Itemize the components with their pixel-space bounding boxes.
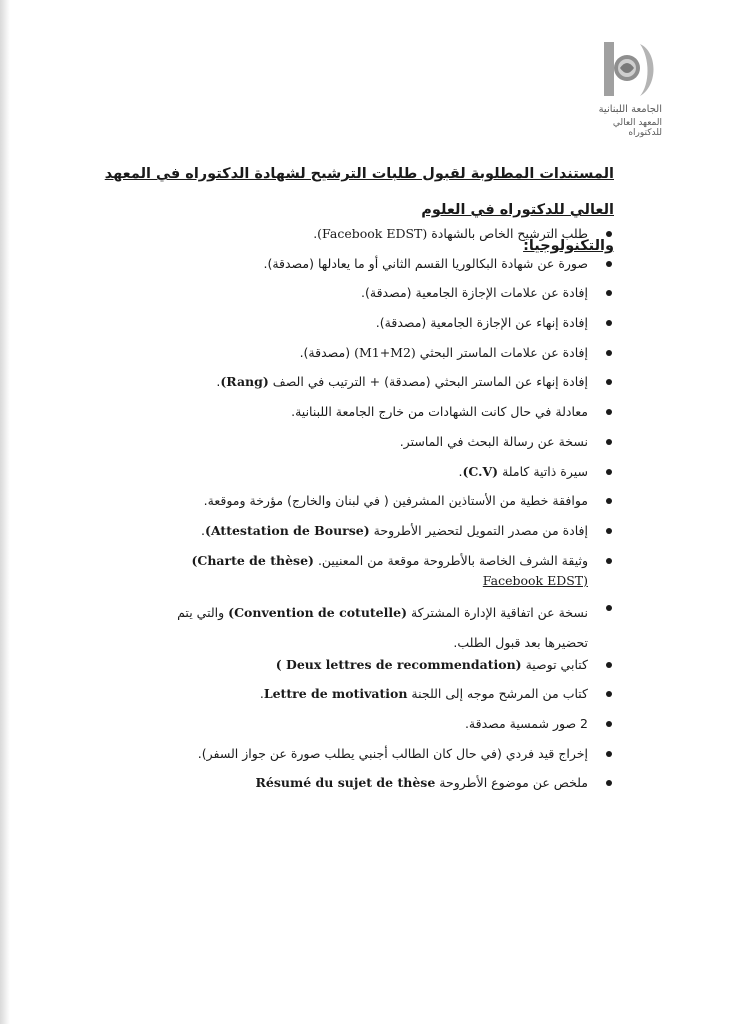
item-text: ملخص عن موضوع الأطروحة bbox=[439, 775, 588, 791]
item-latin: Résumé du sujet de thèse bbox=[255, 775, 436, 791]
item-text: كتابي توصية bbox=[525, 656, 588, 672]
item-latin: (Convention de cotutelle) bbox=[228, 604, 407, 620]
item-text: سيرة ذاتية كاملة bbox=[502, 463, 588, 479]
bullet-icon bbox=[606, 261, 612, 267]
item-text: معادلة في حال كانت الشهادات من خارج الجامعة اللبنانية. bbox=[291, 404, 588, 420]
list-item bbox=[118, 254, 614, 284]
list-item bbox=[118, 714, 614, 744]
bullet-icon bbox=[606, 231, 612, 237]
item-tail: (مصدقة). bbox=[299, 344, 351, 360]
requirements-list bbox=[118, 224, 614, 803]
list-item bbox=[118, 491, 614, 521]
item-text: نسخة عن اتفاقية الإدارة المشتركة bbox=[410, 604, 588, 620]
bullet-icon bbox=[606, 691, 612, 697]
item-text: كتاب من المرشح موجه إلى اللجنة bbox=[411, 686, 588, 702]
list-item bbox=[118, 551, 614, 598]
list-item bbox=[118, 684, 614, 714]
item-latin: (M1+M2) bbox=[354, 344, 416, 360]
item-sub-latin: Facebook EDST) bbox=[482, 572, 588, 588]
item-latin: (Rang) bbox=[220, 374, 269, 390]
item-latin: (Facebook EDST) bbox=[317, 226, 428, 241]
list-item bbox=[118, 432, 614, 462]
bullet-icon bbox=[606, 469, 612, 475]
university-logo bbox=[588, 38, 668, 138]
item-text: إفادة إنهاء عن الماستر البحثي (مصدقة) + الترتيب في الصف bbox=[272, 374, 588, 390]
item-latin: (Charte de thèse) bbox=[191, 552, 314, 568]
list-item bbox=[118, 773, 614, 803]
item-text: 2 صور شمسية مصدقة. bbox=[464, 715, 588, 731]
item-tail: والتي يتم bbox=[177, 604, 225, 620]
item-latin: ( Deux lettres de recommendation) bbox=[275, 656, 522, 672]
item-tail: . bbox=[458, 463, 463, 479]
item-text: صورة عن شهادة البكالوريا القسم الثاني أو ما يعادلها (مصدقة). bbox=[263, 255, 588, 271]
item-text: وثيقة الشرف الخاصة بالأطروحة موقعة من المعنيين. bbox=[317, 552, 588, 568]
item-text: إفادة إنهاء عن الإجازة الجامعية (مصدقة). bbox=[375, 315, 588, 331]
item-latin: (C.V) bbox=[462, 463, 499, 479]
title-line-1: المستندات المطلوبة لقبول طلبات الترشيح لشهادة الدكتوراه في المعهد العالي للدكتوراه في العلوم bbox=[104, 166, 614, 218]
list-item bbox=[118, 744, 614, 774]
logo-university-name: الجامعة اللبنانية bbox=[598, 104, 662, 115]
bullet-icon bbox=[606, 320, 612, 326]
page-edge-shadow bbox=[0, 0, 10, 1024]
item-text: إخراج قيد فردي (في حال كان الطالب أجنبي يطلب صورة عن جواز السفر). bbox=[197, 745, 588, 761]
list-item bbox=[118, 343, 614, 373]
item-text: إفادة عن علامات الماستر البحثي bbox=[419, 344, 588, 360]
list-item bbox=[118, 313, 614, 343]
item-text: نسخة عن رسالة البحث في الماستر. bbox=[399, 433, 588, 449]
bullet-icon bbox=[606, 605, 612, 611]
list-item bbox=[118, 521, 614, 551]
bullet-icon bbox=[606, 662, 612, 668]
item-tail: . bbox=[216, 374, 221, 390]
bullet-icon bbox=[606, 751, 612, 757]
bullet-icon bbox=[606, 558, 612, 564]
logo-institute-name: المعهد العالي للدكتوراه bbox=[612, 118, 662, 138]
item-tail: . bbox=[259, 686, 264, 702]
bullet-icon bbox=[606, 409, 612, 415]
item-tail: . bbox=[201, 522, 206, 538]
lebanese-university-logo-icon bbox=[600, 38, 656, 100]
item-continuation: تحضيرها بعد قبول الطلب. bbox=[453, 634, 588, 650]
list-item bbox=[118, 372, 614, 402]
list-item bbox=[118, 598, 614, 655]
list-item bbox=[118, 283, 614, 313]
bullet-icon bbox=[606, 290, 612, 296]
bullet-icon bbox=[606, 528, 612, 534]
list-item bbox=[118, 462, 614, 492]
item-text: إفادة من مصدر التمويل لتحضير الأطروحة bbox=[373, 522, 588, 538]
title-line-2: والتكنولوجيا: bbox=[523, 238, 614, 254]
bullet-icon bbox=[606, 350, 612, 356]
bullet-icon bbox=[606, 721, 612, 727]
bullet-icon bbox=[606, 498, 612, 504]
item-text: إفادة عن علامات الإجازة الجامعية (مصدقة). bbox=[361, 285, 588, 301]
list-item bbox=[118, 224, 614, 254]
item-text: موافقة خطية من الأستاذين المشرفين ( في لبنان والخارج) مؤرخة وموقعة. bbox=[203, 493, 588, 509]
bullet-icon bbox=[606, 780, 612, 786]
item-tail: . bbox=[313, 226, 318, 241]
list-item bbox=[118, 655, 614, 685]
bullet-icon bbox=[606, 439, 612, 445]
bullet-icon bbox=[606, 379, 612, 385]
item-text: طلب الترشيح الخاص بالشهادة bbox=[431, 226, 588, 241]
item-latin: Lettre de motivation bbox=[263, 686, 408, 702]
item-latin: (Attestation de Bourse) bbox=[205, 522, 370, 538]
list-item bbox=[118, 402, 614, 432]
